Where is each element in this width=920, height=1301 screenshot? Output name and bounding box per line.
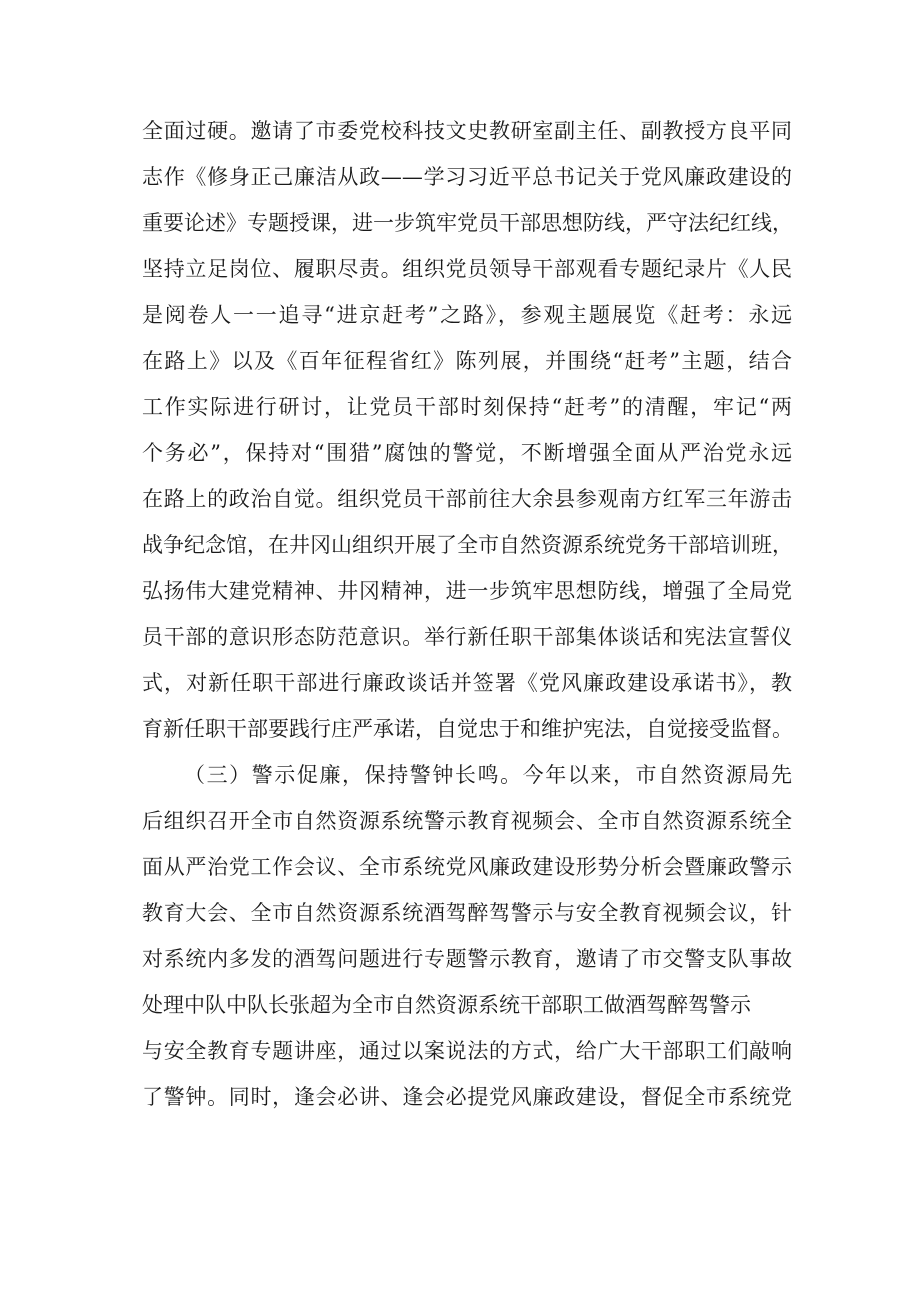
document-body [142, 108, 792, 1120]
paragraph-line: 志作《修身正己廉洁从政——学习习近平总书记关于党风廉政建设的 [142, 165, 792, 189]
paragraph-line: 后组织召开全市自然资源系统警示教育视频会、全市自然资源系统全 [142, 809, 792, 833]
paragraph-2 [142, 752, 792, 1120]
paragraph-line: 教育大会、全市自然资源系统酒驾醉驾警示与安全教育视频会议，针 [142, 901, 792, 925]
paragraph-line: 处理中队中队长张超为全市自然资源系统干部职工做酒驾醉驾警示 [142, 993, 751, 1017]
paragraph-line: 坚持立足岗位、履职尽责。组织党员领导干部观看专题纪录片《人民 [142, 257, 792, 281]
paragraph-line: 弘扬伟大建党精神、井冈精神，进一步筑牢思想防线，增强了全局党 [142, 579, 792, 603]
paragraph-line: 式，对新任职干部进行廉政谈话并签署《党风廉政建设承诺书》，教 [142, 671, 792, 695]
paragraph-line: 工作实际进行研讨，让党员干部时刻保持“赶考”的清醒，牢记“两 [142, 395, 792, 419]
paragraph-line: 员干部的意识形态防范意识。举行新任职干部集体谈话和宪法宣誓仪 [142, 625, 792, 649]
paragraph-heading-line: （三）警示促廉，保持警钟长鸣。今年以来，市自然资源局先 [184, 763, 792, 787]
paragraph-line: 是阅卷人一一追寻“进京赶考”之路》，参观主题展览《赶考：永远 [142, 303, 792, 327]
paragraph-line: 与安全教育专题讲座，通过以案说法的方式，给广大干部职工们敲响 [142, 1039, 792, 1063]
paragraph-line: 个务必”，保持对“围猎”腐蚀的警觉，不断增强全面从严治党永远 [142, 441, 792, 465]
paragraph-line: 面从严治党工作会议、全市系统党风廉政建设形势分析会暨廉政警示 [142, 855, 792, 879]
paragraph-1 [142, 108, 792, 752]
paragraph-line: 在路上的政治自觉。组织党员干部前往大余县参观南方红军三年游击 [142, 487, 792, 511]
paragraph-line: 重要论述》专题授课，进一步筑牢党员干部思想防线，严守法纪红线， [142, 211, 793, 235]
paragraph-line: 了警钟。同时，逢会必讲、逢会必提党风廉政建设，督促全市系统党 [142, 1085, 792, 1109]
paragraph-line: 育新任职干部要践行庄严承诺，自觉忠于和维护宪法，自觉接受监督。 [142, 717, 793, 741]
paragraph-line: 对系统内多发的酒驾问题进行专题警示教育，邀请了市交警支队事故 [142, 947, 792, 971]
paragraph-line: 战争纪念馆，在井冈山组织开展了全市自然资源系统党务干部培训班， [142, 533, 793, 557]
paragraph-line: 在路上》以及《百年征程省红》陈列展，并围绕“赶考”主题，结合 [142, 349, 792, 373]
paragraph-line: 全面过硬。邀请了市委党校科技文史教研室副主任、副教授方良平同 [142, 119, 792, 143]
